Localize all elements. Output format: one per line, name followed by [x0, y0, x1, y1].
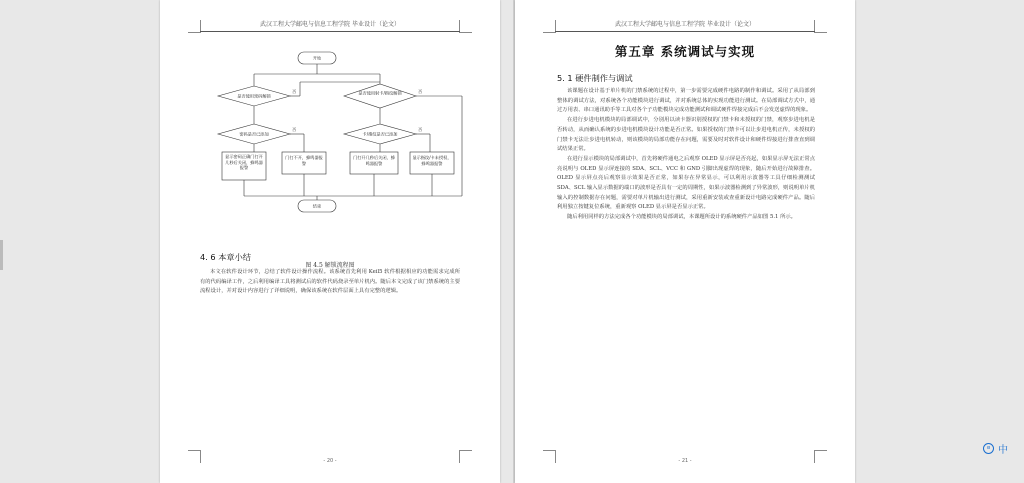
document-page-21 [515, 0, 855, 483]
flow-start-label: 开始 [312, 55, 322, 61]
flow-box3-label: 门打开几秒后关闭，蜂鸣器报警 [353, 155, 395, 166]
paragraph-text: 随后利用同样的方法完成各个功能模块的局部调试，本课题所设计的系统硬件产品如图 5.1 所示。 [567, 214, 796, 221]
unlock-flowchart [200, 46, 470, 216]
chapter-body [557, 87, 815, 223]
flow-end-label: 结束 [312, 203, 322, 209]
summary-paragraph [200, 268, 460, 297]
page-header: 武汉工程大学邮电与信息工程学院 毕业设计（论文） [615, 21, 755, 28]
input-method-indicator[interactable] [983, 441, 1023, 455]
paragraph-text: 在进行显示模块的局部调试中，首先将硬件通电之后观察 OLED 显示屏是否亮起，如果显示屏无法正常点亮说明与 OLED 显示屏连接的 SDA、SCL、VCC 和 GND 引脚出现虚焊的现象，随后开始进行故障排查。OLED 显示屏点亮后观察显示效果是否正常，如果存在异常显示，可以利用示波器等工具仔细检测测试 SDA、SCL 输入显示数据的端口的波形是否具有一定的周期性，如果示波器检测到了异常波形，则说明单片机输入的控制数据存在问题，需要对单片机输出进行测试，采用重新安装或查重新设计电路完成硬件产品。随后利用独立按键复位系统，重新观察 OLED 显示屏是否显示正常。 [557, 155, 815, 211]
flow-box2-label: 门打不开，蜂鸣器报警 [285, 155, 323, 166]
flow-no-label: 否 [418, 89, 423, 94]
flow-no-label: 否 [418, 127, 423, 132]
flow-decision1-label: 是否使用密码解锁 [237, 93, 271, 99]
input-method-label[interactable]: 中 [998, 444, 1008, 456]
flow-no-label: 否 [292, 89, 297, 94]
flow-decision3-label: 密码是否已添加 [239, 131, 269, 137]
flow-box1-label: 显示密码正确门打开几秒后关闭，蜂鸣器报警 [225, 154, 263, 171]
section-title: 4. 6 本章小结 [200, 252, 251, 262]
document-page-20 [160, 0, 500, 483]
header-rule [200, 31, 460, 32]
flow-box4-label: 显示指纹/卡未授权，蜂鸣器报警 [412, 155, 452, 166]
page-number: - 20 - [323, 458, 337, 464]
paragraph-text: 在进行步进电机模块的局部调试中，分别用以读卡器识别授权的门禁卡和未授权的门禁，观察步进电机是否转动，从而确认系统的步进电机模块设计功能是否正常。如果授权的门禁卡可以让步进电机正传，未授权的门禁卡无法让步进电机转动，则该模块的局部功能存在问题，需要及时对软件设计和硬件焊接进行排查直到调试结果正常。 [557, 117, 815, 153]
figure-caption: 图 4.5 解锁流程图 [305, 262, 355, 269]
header-rule [555, 31, 815, 32]
input-method-icon[interactable]: ɞ [983, 443, 994, 454]
flow-no-label: 否 [292, 127, 297, 132]
page-header: 武汉工程大学邮电与信息工程学院 毕业设计（论文） [260, 21, 400, 28]
paragraph-text: 本文在软件设计环节，总结了软件设计操作流程。该系统首先利用 Keil5 软件根据相应的功能需求完成所有的代码编译工作，之后利用编译工具将测试后的软件代码烧录至单片机内。随后本文完成了该门禁系统的主要流程设计，并对设计内容进行了详细说明，确保该系统在软件层面上具有完整的逻辑。 [200, 269, 460, 295]
flow-decision4-label: 卡/指纹是否已添加 [362, 131, 398, 137]
page-number: - 21 - [678, 458, 692, 464]
section-title: 5. 1 硬件制作与调试 [557, 73, 633, 83]
flow-decision2-label: 是否使用射卡/指纹解锁 [358, 90, 402, 96]
flow-decision-card [344, 84, 416, 108]
left-panel-edge [0, 240, 3, 270]
paragraph-text: 该课题在设计基于单片机的门禁系统的过程中，第一步需要完成硬件电路的制作和调试。采用了从局部到整体的调试方法，对系统各个功能模块进行调试，并对系统总体的实现功能进行测试。在局部调试方式中，通过万用表、串口通讯助手等工具对各个子功能模块完成功能测试和调试硬件焊接完成后不会发送虚焊的现象。 [557, 88, 815, 114]
chapter-title: 第五章 系统调试与实现 [614, 44, 756, 59]
